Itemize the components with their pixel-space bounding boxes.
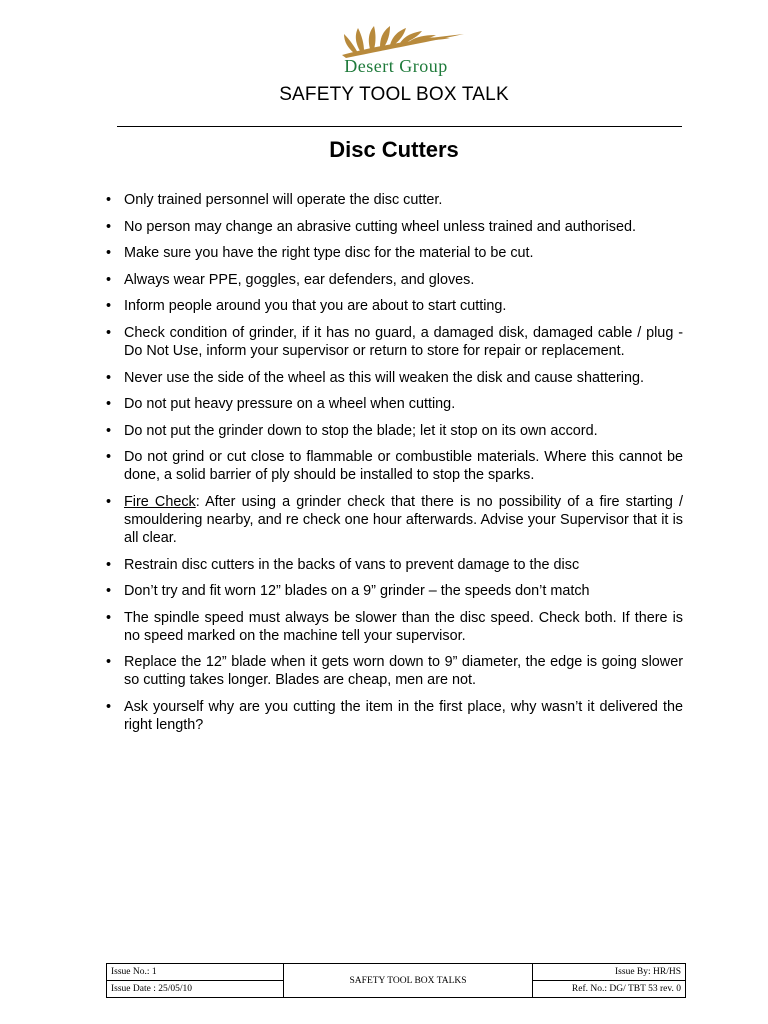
- title-divider: [117, 126, 682, 127]
- list-item: • Check condition of grinder, if it has no guard, a damaged disk, damaged cable / plug - Do Not Use, inform your supervisor or return to store for repair or replacement.: [124, 324, 683, 360]
- fire-check-heading: Fire Check: [124, 493, 196, 510]
- list-item: • The spindle speed must always be slower than the disc speed. Check both. If there is no speed marked on the machine tell your supervisor.: [124, 609, 683, 645]
- safety-points-list: [124, 191, 683, 743]
- document-title: SAFETY TOOL BOX TALK: [279, 84, 509, 105]
- list-item: • Don’t try and fit worn 12” blades on a 9” grinder – the speeds don’t match: [124, 582, 683, 600]
- list-item: • Never use the side of the wheel as this will weaken the disk and cause shattering.: [124, 369, 683, 387]
- list-item: • Fire Check: After using a grinder check that there is no possibility of a fire starting / smouldering nearby, and re check one hour afterwards. Advise your Supervisor that it is all clear.: [124, 493, 683, 547]
- list-item: • Ask yourself why are you cutting the item in the first place, why wasn’t it delivered the right length?: [124, 698, 683, 734]
- company-logo: [298, 24, 494, 80]
- issued-by: Issue By: HR/HS: [533, 964, 686, 981]
- footer-row: [107, 964, 686, 981]
- reference-number: Ref. No.: DG/ TBT 53 rev. 0: [533, 981, 686, 998]
- list-item: • Only trained personnel will operate the disc cutter.: [124, 191, 683, 209]
- list-item: • No person may change an abrasive cutting wheel unless trained and authorised.: [124, 218, 683, 236]
- list-item: • Restrain disc cutters in the backs of vans to prevent damage to the disc: [124, 556, 683, 574]
- list-item: • Make sure you have the right type disc for the material to be cut.: [124, 244, 683, 262]
- list-item: • Do not put heavy pressure on a wheel when cutting.: [124, 395, 683, 413]
- list-item: • Replace the 12” blade when it gets worn down to 9” diameter, the edge is going slower so cutting takes longer. Blades are cheap, men are not.: [124, 653, 683, 689]
- list-item: • Do not put the grinder down to stop the blade; let it stop on its own accord.: [124, 422, 683, 440]
- issue-date: Issue Date : 25/05/10: [107, 981, 284, 998]
- document-footer-table: [106, 963, 686, 998]
- logo-wordmark: Desert Group: [344, 56, 448, 76]
- palm-leaf-icon: [298, 24, 494, 60]
- list-item: • Do not grind or cut close to flammable or combustible materials. Where this cannot be done, a solid barrier of ply should be installed to stop the sparks.: [124, 448, 683, 484]
- list-item: • Always wear PPE, goggles, ear defenders, and gloves.: [124, 271, 683, 289]
- list-item: • Inform people around you that you are about to start cutting.: [124, 297, 683, 315]
- issue-number: Issue No.: 1: [107, 964, 284, 981]
- footer-title: SAFETY TOOL BOX TALKS: [283, 964, 533, 998]
- topic-title: Disc Cutters: [329, 137, 459, 162]
